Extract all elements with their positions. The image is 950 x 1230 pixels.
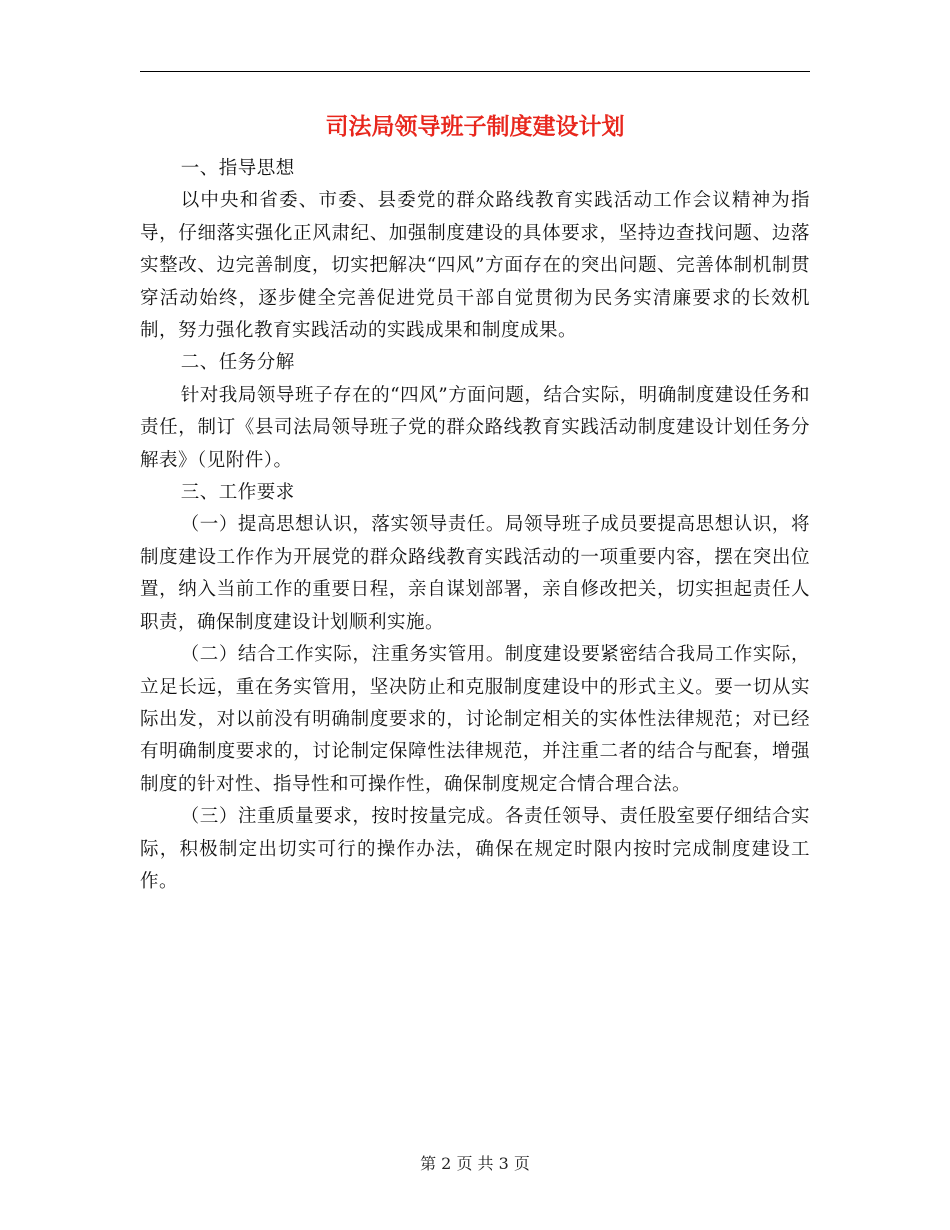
document-body <box>140 153 810 898</box>
page-number-footer: 第 2 页 共 3 页 <box>420 1154 530 1173</box>
section-heading: 一、指导思想 <box>180 158 295 179</box>
paragraph: 针对我局领导班子存在的“四风”方面问题，结合实际，明确制度建设任务和责任，制订《县司法局领导班子党的群众路线教育实践活动制度建设计划任务分解表》（见附件）。 <box>140 384 810 471</box>
header-rule <box>140 71 810 72</box>
paragraph: （二）结合工作实际，注重务实管用。制度建设要紧密结合我局工作实际，立足长远，重在务实管用，坚决防止和克服制度建设中的形式主义。要一切从实际出发，对以前没有明确制度要求的，讨论制定相关的实体性法律规范；对已经有明确制度要求的，讨论制定保障性法律规范，并注重二者的结合与配套，增强制度的针对性、指导性和可操作性，确保制度规定合情合理合法。 <box>140 644 810 795</box>
section-heading: 三、工作要求 <box>180 482 295 504</box>
section-heading: 二、任务分解 <box>180 352 295 374</box>
paragraph: 以中央和省委、市委、县委党的群众路线教育实践活动工作会议精神为指导，仔细落实强化正风肃纪、加强制度建设的具体要求，坚持边查找问题、边落实整改、边完善制度，切实把解决“四风”方面存在的突出问题、完善体制机制贯穿活动始终，逐步健全完善促进党员干部自觉贯彻为民务实清廉要求的长效机制，努力强化教育实践活动的实践成果和制度成果。 <box>140 190 810 342</box>
document-title: 司法局领导班子制度建设计划 <box>325 114 625 140</box>
paragraph: （一）提高思想认识，落实领导责任。局领导班子成员要提高思想认识，将制度建设工作作为开展党的群众路线教育实践活动的一项重要内容，摆在突出位置，纳入当前工作的重要日程，亲自谋划部署，亲自修改把关，切实担起责任人职责，确保制度建设计划顺利实施。 <box>140 514 810 633</box>
paragraph: （三）注重质量要求，按时按量完成。各责任领导、责任股室要仔细结合实际，积极制定出切实可行的操作办法，确保在规定时限内按时完成制度建设工作。 <box>140 806 810 892</box>
